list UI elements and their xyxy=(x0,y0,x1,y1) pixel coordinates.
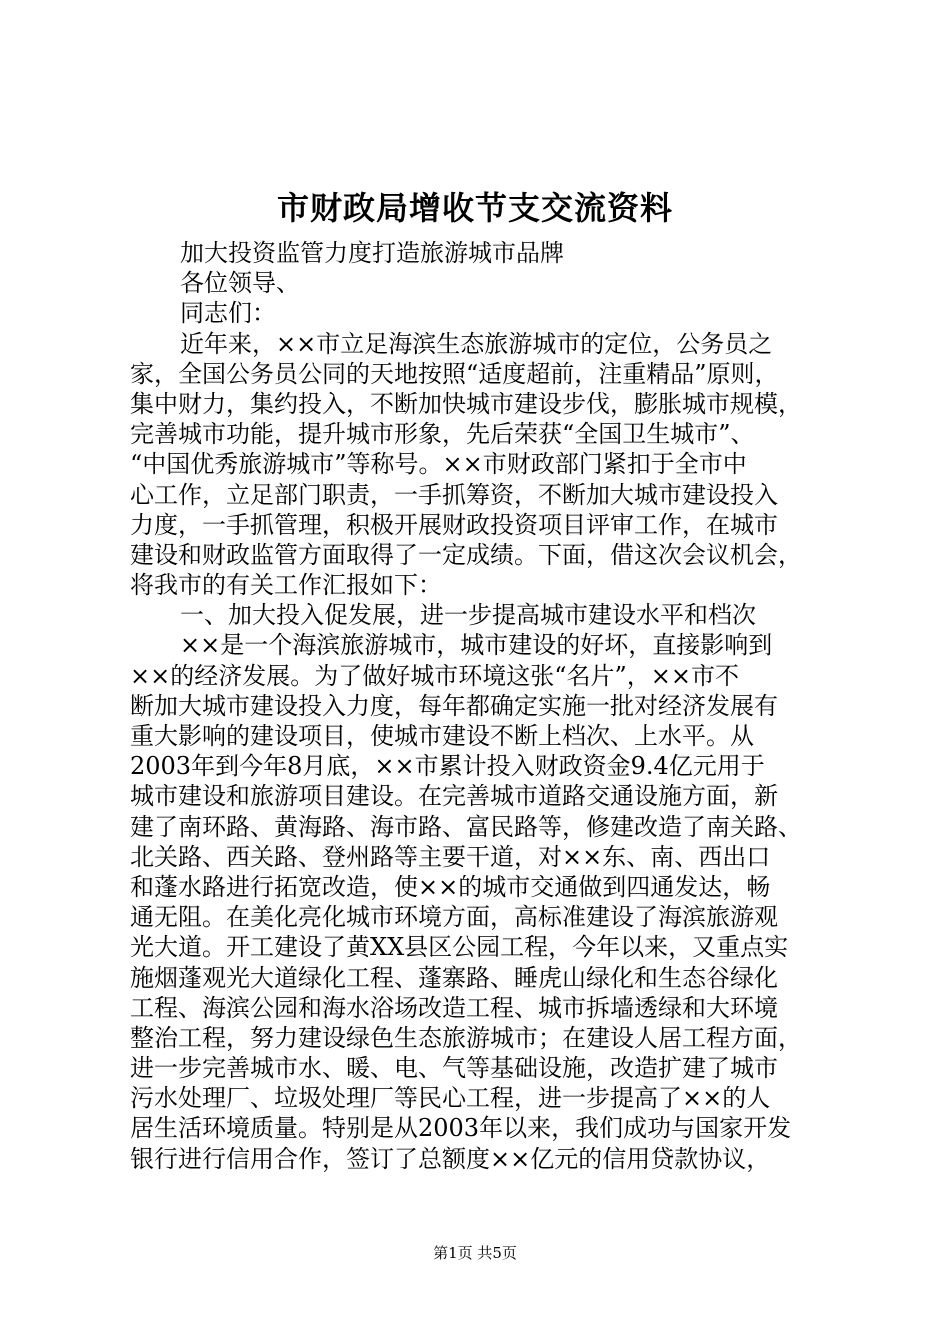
paragraph-line: 将我市的有关工作汇报如下： xyxy=(130,571,442,600)
paragraph-line: 力度，一手抓管理，积极开展财政投资项目评审工作，在城市 xyxy=(130,510,778,539)
salutation-line: 同志们： xyxy=(180,299,276,328)
paragraph-line: 北关路、西关路、登州路等主要干道，对××东、南、西出口 xyxy=(130,842,771,871)
paragraph-line: 居生活环境质量。特别是从2003年以来，我们成功与国家开发 xyxy=(130,1114,792,1143)
paragraph-line: 银行进行信用合作，签订了总额度××亿元的信用贷款协议， xyxy=(130,1144,771,1173)
section-heading: 一、加大投入促发展，进一步提高城市建设水平和档次 xyxy=(180,601,756,630)
subtitle-line: 加大投资监管力度打造旅游城市品牌 xyxy=(180,239,564,267)
paragraph-line: 近年来，××市立足海滨生态旅游城市的定位，公务员之 xyxy=(180,329,773,358)
salutation-line: 各位领导、 xyxy=(180,269,300,298)
document-title: 市财政局增收节支交流资料 xyxy=(276,189,673,227)
paragraph-line: 建设和财政监管方面取得了一定成绩。下面，借这次会议机会， xyxy=(130,540,802,569)
paragraph-line: 断加大城市建设投入力度，每年都确定实施一批对经济发展有 xyxy=(130,691,778,720)
paragraph-line: 城市建设和旅游项目建设。在完善城市道路交通设施方面，新 xyxy=(130,782,778,811)
paragraph-line: 集中财力，集约投入，不断加快城市建设步伐，膨胀城市规模， xyxy=(130,389,802,418)
paragraph-line: “中国优秀旅游城市”等称号。××市财政部门紧扣于全市中 xyxy=(130,450,747,479)
paragraph-line: 施烟蓬观光大道绿化工程、蓬寨路、睡虎山绿化和生态谷绿化 xyxy=(130,963,778,992)
paragraph-line: 工程、海滨公园和海水浴场改造工程、城市拆墙透绿和大环境 xyxy=(130,993,778,1022)
paragraph-line: 完善城市功能，提升城市形象，先后荣获“全国卫生城市”、 xyxy=(130,420,755,449)
paragraph-line: ××是一个海滨旅游城市，城市建设的好坏，直接影响到 xyxy=(180,631,773,660)
paragraph-line: 整治工程，努力建设绿色生态旅游城市；在建设人居工程方面， xyxy=(130,1023,802,1052)
paragraph-line: 重大影响的建设项目，使城市建设不断上档次、上水平。从 xyxy=(130,722,754,750)
paragraph-line: 心工作，立足部门职责，一手抓筹资，不断加大城市建设投入 xyxy=(130,480,778,509)
paragraph-line: 光大道。开工建设了黄XX县区公园工程，今年以来，又重点实 xyxy=(130,933,789,962)
paragraph-line: 通无阻。在美化亮化城市环境方面，高标准建设了海滨旅游观 xyxy=(130,903,778,932)
paragraph-line: ××的经济发展。为了做好城市环境这张“名片”，××市不 xyxy=(130,661,739,690)
paragraph-line: 2003年到今年8月底，××市累计投入财政资金9.4亿元用于 xyxy=(130,752,765,781)
paragraph-line: 和蓬水路进行拓宽改造，使××的城市交通做到四通发达，畅 xyxy=(130,872,771,901)
paragraph-line: 家，全国公务员公同的天地按照“适度超前，注重精品”原则， xyxy=(130,359,779,388)
paragraph-line: 进一步完善城市水、暖、电、气等基础设施，改造扩建了城市 xyxy=(130,1054,778,1083)
paragraph-line: 污水处理厂、垃圾处理厂等民心工程，进一步提高了××的人 xyxy=(130,1084,771,1113)
document-body xyxy=(130,238,842,1174)
page-number-footer: 第1页 共5页 xyxy=(433,1244,517,1262)
paragraph-line: 建了南环路、黄海路、海市路、富民路等，修建改造了南关路、 xyxy=(130,812,802,841)
